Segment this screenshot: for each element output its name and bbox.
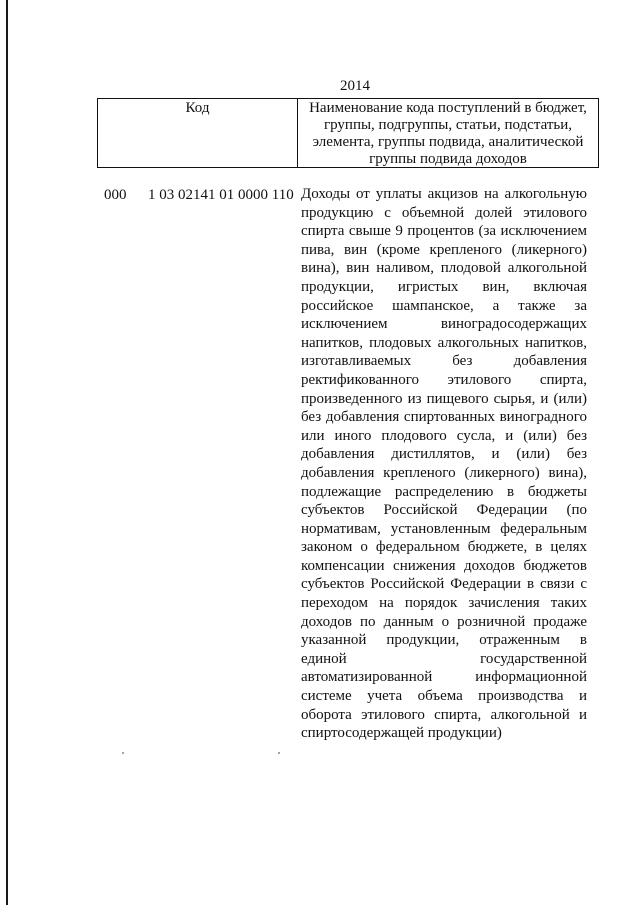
name-column-header: Наименование кода поступлений в бюджет, группы, подгруппы, статьи, подстатьи, элемента, группы подвида, аналитической группы подвида доходов xyxy=(309,100,587,167)
page-left-edge xyxy=(6,0,8,905)
scan-artifact xyxy=(278,752,280,754)
income-code: 1 03 02141 01 0000 110 xyxy=(148,187,294,203)
code-column-header: Код xyxy=(98,99,298,167)
admin-code: 000 xyxy=(104,187,127,203)
table-header xyxy=(97,98,599,168)
page-number: 2014 xyxy=(340,78,370,94)
income-description: Доходы от уплаты акцизов на алкогольную продукцию с объемной долей этилового спирта свыше 9 процентов (за исключением пива, вин (кроме крепленого (ликерного) вина), вин наливом, плодовой алкогольной продукции, игристых вин, включая российское шампанское, а также за исключением виноградосодержащих напитков, плодовых алкогольных напитков, изготавливаемых без добавления ректификованного этилового спирта, произведенного из пищевого сырья, и (или) без добавления спиртованных виноградного или иного плодового сусла, и (или) без добавления дистиллятов, и (или) без добавления крепленого (ликерного) вина), подлежащие распределению в бюджеты субъектов Российской Федерации (по нормативам, установленным федеральным законом о федеральном бюджете, в целях компенсации снижения доходов бюджетов субъектов Российской Федерации в связи с переходом на порядок зачисления таких доходов по данным о розничной продаже указанной продукции, отраженным в единой государственной автоматизированной информационной системе учета объема производства и оборота этилового спирта, алкогольной и спиртосодержащей продукции) xyxy=(301,186,587,742)
scan-artifact xyxy=(122,752,124,754)
